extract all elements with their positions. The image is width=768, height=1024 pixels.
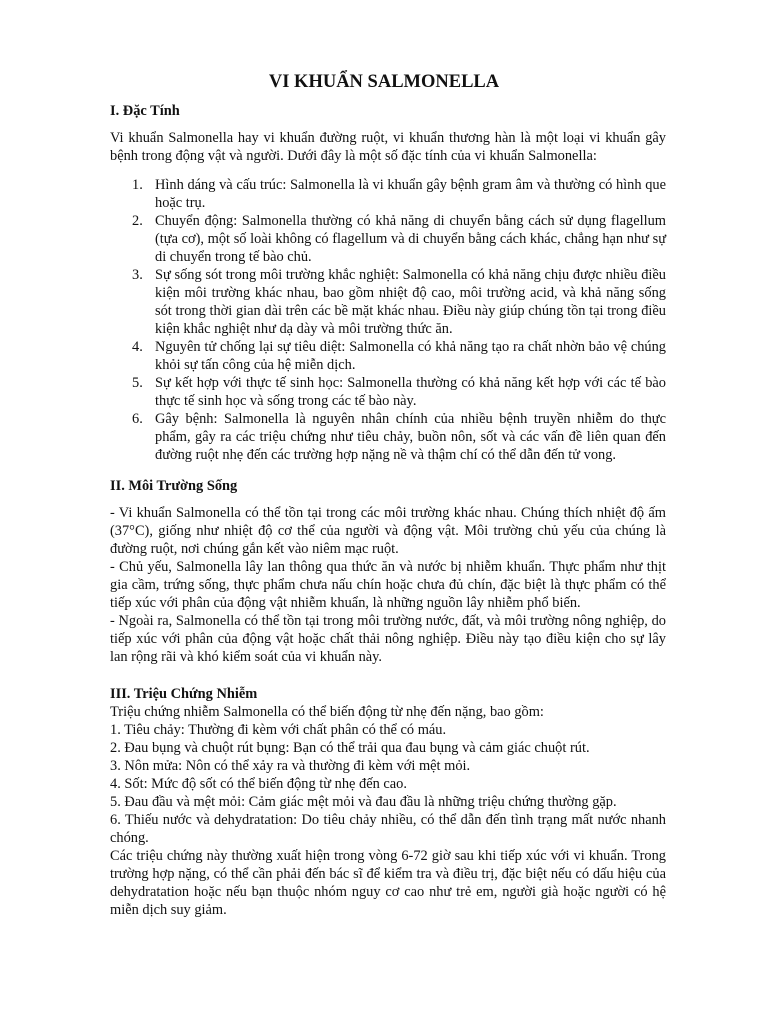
symptom-line: 3. Nôn mửa: Nôn có thể xảy ra và thường đi kèm với mệt mỏi. [110, 758, 471, 774]
list-item [110, 374, 666, 410]
section-heading-moi-truong-song: II. Môi Trường Sống [110, 478, 238, 494]
document-title: VI KHUẨN SALMONELLA [268, 72, 500, 92]
list-item-number: 5. [132, 375, 143, 391]
list-item-text: Gây bệnh: Salmonella là nguyên nhân chính của nhiều bệnh truyền nhiễm do thực phẩm, gây ra các triệu chứng như tiêu chảy, buồn nôn, sốt và các vấn đề liên quan đến đường ruột nhẹ đến các trường hợp nặng nề và thậm chí có thể dẫn đến tử vong. [155, 411, 666, 463]
list-item-text: Chuyển động: Salmonella thường có khả năng di chuyển bằng cách sử dụng flagellum (tựa cơ), một số loài không có flagellum và di chuyển bằng cách khác, chẳng hạn như sự di chuyển trong tế bào chủ. [155, 213, 666, 265]
habitat-paragraph: - Vi khuẩn Salmonella có thể tồn tại trong các môi trường khác nhau. Chúng thích nhiệt độ ấm (37°C), giống như nhiệt độ cơ thể của người và động vật. Môi trường chủ yếu của chúng là đường ruột, nơi chúng gắn kết vào niêm mạc ruột. [110, 505, 666, 557]
intro-paragraph: Vi khuẩn Salmonella hay vi khuẩn đường ruột, vi khuẩn thương hàn là một loại vi khuẩn gây bệnh trong động vật và người. Dưới đây là một số đặc tính của vi khuẩn Salmonella: [110, 130, 666, 164]
section-heading-dac-tinh: I. Đặc Tính [110, 103, 180, 119]
list-item-text: Hình dáng và cấu trúc: Salmonella là vi khuẩn gây bệnh gram âm và thường có hình que hoặc trụ. [155, 177, 666, 211]
symptom-line: 2. Đau bụng và chuột rút bụng: Bạn có thể trải qua đau bụng và cảm giác chuột rút. [110, 740, 590, 756]
characteristics-list [110, 176, 666, 464]
symptom-line: 4. Sốt: Mức độ sốt có thể biến động từ nhẹ đến cao. [110, 776, 407, 792]
list-item-number: 3. [132, 267, 143, 283]
list-item-number: 1. [132, 177, 143, 193]
section-heading-trieu-chung: III. Triệu Chứng Nhiễm [110, 686, 258, 702]
list-item-number: 2. [132, 213, 143, 229]
symptom-line: 6. Thiếu nước và dehydratation: Do tiêu chảy nhiều, có thể dẫn đến tình trạng mất nước nhanh chóng. [110, 812, 666, 846]
section-intro-dac-tinh [110, 129, 666, 165]
list-item [110, 410, 666, 464]
list-item [110, 266, 666, 338]
symptom-line: 5. Đau đầu và mệt mỏi: Cảm giác mệt mỏi và đau đầu là những triệu chứng thường gặp. [110, 794, 617, 810]
list-item-text: Sự sống sót trong môi trường khắc nghiệt: Salmonella có khả năng chịu được nhiều điều kiện môi trường khác nhau, bao gồm nhiệt độ cao, môi trường acid, và khả năng sống sót trong thời gian dài trên các bề mặt khác nhau. Điều này giúp chúng tồn tại trong điều kiện khắc nghiệt như dạ dày và môi trường thức ăn. [155, 267, 666, 337]
list-item-text: Nguyên tử chống lại sự tiêu diệt: Salmonella có khả năng tạo ra chất nhờn bảo vệ chúng khỏi sự tấn công của hệ miễn dịch. [155, 339, 666, 373]
list-item-number: 4. [132, 339, 143, 355]
habitat-paragraph: - Chủ yếu, Salmonella lây lan thông qua thức ăn và nước bị nhiễm khuẩn. Thực phẩm như thịt gia cầm, trứng sống, thực phẩm chưa nấu chín hoặc chưa đủ chín, đặc biệt là thực phẩm có thể tiếp xúc với phân của động vật nhiễm khuẩn, là những nguồn lây nhiễm phổ biến. [110, 559, 666, 611]
symptom-line: 1. Tiêu chảy: Thường đi kèm với chất phân có thể có máu. [110, 722, 447, 738]
list-item-text: Sự kết hợp với thực tế sinh học: Salmonella thường có khả năng kết hợp với các tế bào thực tế sinh học và sống trong các tế bào này. [155, 375, 666, 409]
symptoms-block [110, 703, 666, 919]
habitat-paragraphs [110, 504, 666, 666]
list-item [110, 176, 666, 212]
habitat-paragraph: - Ngoài ra, Salmonella có thể tồn tại trong môi trường nước, đất, và môi trường nông nghiệp, do tiếp xúc với phân của động vật hoặc chất thải nông nghiệp. Điều này tạo điều kiện cho sự lây lan rộng rãi và khó kiểm soát của vi khuẩn này. [110, 613, 666, 665]
list-item [110, 212, 666, 266]
list-item [110, 338, 666, 374]
symptoms-conclusion: Các triệu chứng này thường xuất hiện trong vòng 6-72 giờ sau khi tiếp xúc với vi khuẩn. Trong trường hợp nặng, có thể cần phải đến bác sĩ để kiểm tra và điều trị, đặc biệt nếu có dấu hiệu của dehydratation hoặc nếu bạn thuộc nhóm nguy cơ cao như trẻ em, người già hoặc người có hệ miễn dịch suy giảm. [110, 848, 666, 918]
symptoms-intro: Triệu chứng nhiễm Salmonella có thể biến động từ nhẹ đến nặng, bao gồm: [110, 704, 544, 720]
list-item-number: 6. [132, 411, 143, 427]
